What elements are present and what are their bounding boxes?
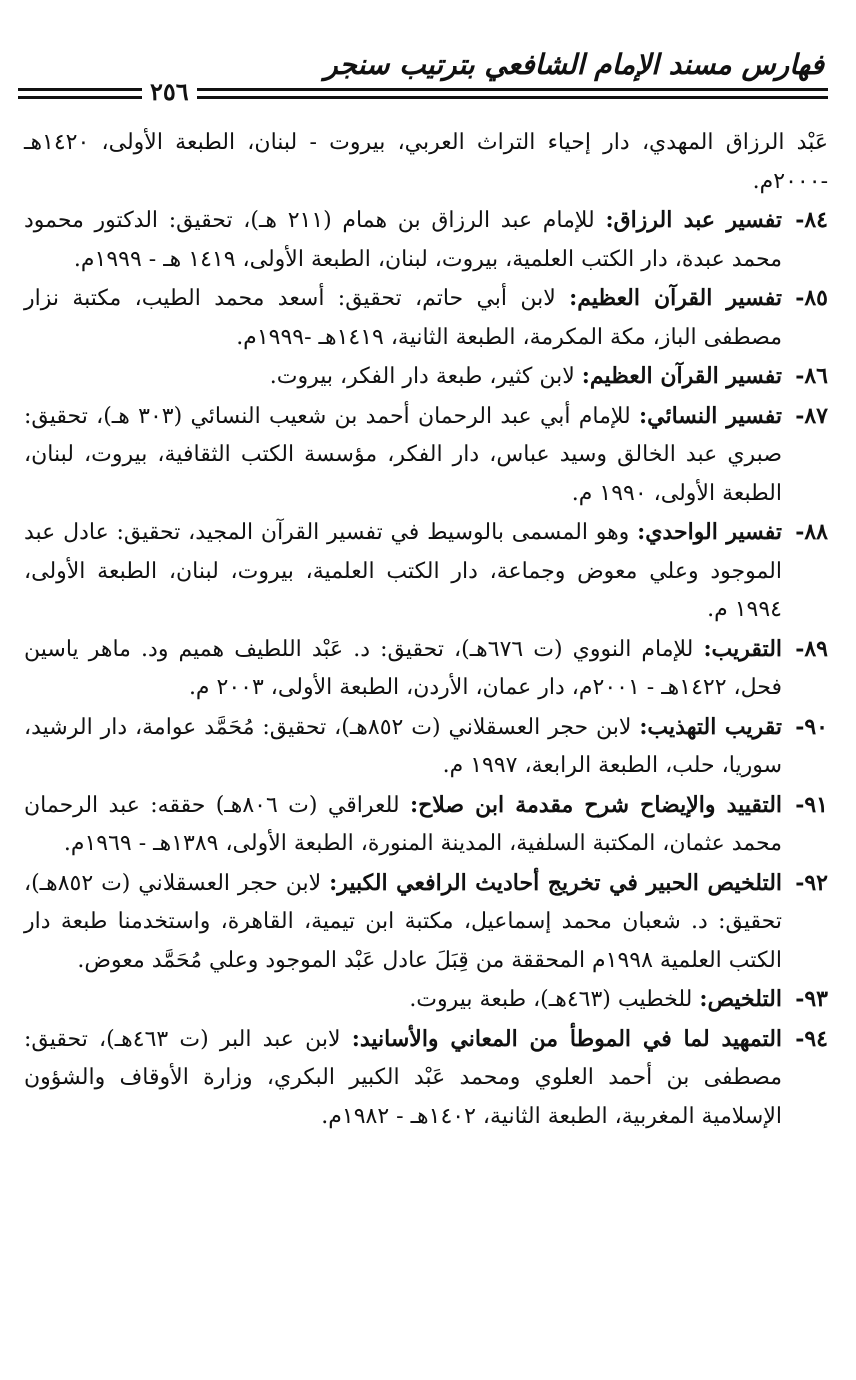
- entry-number: ٨٤-: [795, 207, 828, 233]
- entry-body: لابن حجر العسقلاني (ت ٨٥٢هـ)، تحقيق: د. شعبان محمد إسماعيل، مكتبة ابن تيمية، القاهرة، واستخدمنا طبعة دار الكتب العلمية ١٩٩٨م المحققة من قِبَلَ عادل عَبْد الموجود وعلي مُحَمَّد معوض.: [24, 870, 782, 973]
- entry-body: وهو المسمى بالوسيط في تفسير القرآن المجيد، تحقيق: عادل عبد الموجود وعلي معوض وجماعة، دار الكتب العلمية، بيروت، لبنان، الطبعة الأولى، ١٩٩٤ م.: [24, 520, 782, 622]
- bibliography-list: [24, 124, 828, 1136]
- entry-number: ٩٠-: [795, 713, 828, 740]
- bibliography-entry: [24, 201, 828, 279]
- entry-title: تفسير القرآن العظيم:: [581, 363, 782, 389]
- entry-number: ٨٥-: [795, 285, 828, 311]
- entry-title: التمهيد لما في الموطأ من المعاني والأسانيد:: [351, 1025, 783, 1052]
- entry-body: لابن عبد البر (ت ٤٦٣هـ)، تحقيق: مصطفى بن أحمد العلوي ومحمد عَبْد الكبير البكري، وزارة الأوقاف والشؤون الإسلامية المغربية، الطبعة الثانية، ١٤٠٢هـ - ١٩٨٢م.: [24, 1026, 782, 1129]
- bibliography-entry: [24, 864, 828, 981]
- entry-title: التلخيص الحبير في تخريج أحاديث الرافعي الكبير:: [329, 869, 783, 896]
- bibliography-entry: [24, 357, 828, 397]
- entry-title: تفسير القرآن العظيم:: [569, 285, 782, 311]
- entry-body: للعراقي (ت ٨٠٦هـ) حققه: عبد الرحمان محمد عثمان، المكتبة السلفية، المدينة المنورة، الطبعة الأولى، ١٣٨٩هـ - ١٩٦٩م.: [24, 792, 782, 856]
- bibliography-entry: [24, 397, 828, 514]
- entry-body: لابن كثير، طبعة دار الفكر، بيروت.: [269, 364, 575, 389]
- continued-entry-text: عَبْد الرزاق المهدي، دار إحياء التراث العربي، بيروت - لبنان، الطبعة الأولى، ١٤٢٠هـ -٢٠٠٠م.: [24, 130, 828, 194]
- entry-body: لابن حجر العسقلاني (ت ٨٥٢هـ)، تحقيق: مُحَمَّد عوامة، دار الرشيد، سوريا، حلب، الطبعة الرابعة، ١٩٩٧ م.: [24, 714, 782, 778]
- entry-number: ٨٦-: [795, 363, 828, 389]
- page-number: ٢٥٦: [142, 78, 197, 106]
- entry-number: ٨٩-: [795, 635, 828, 662]
- bibliography-entry: [24, 708, 828, 786]
- entry-body: للإمام النووي (ت ٦٧٦هـ)، تحقيق: د. عَبْد اللطيف هميم ود. ماهر ياسين فحل، ١٤٢٢هـ - ٢٠٠١م، دار عمان، الأردن، الطبعة الأولى، ٢٠٠٣ م.: [24, 636, 782, 700]
- bibliography-entry: [24, 513, 828, 630]
- entry-body: لابن أبي حاتم، تحقيق: أسعد محمد الطيب، مكتبة نزار مصطفى الباز، مكة المكرمة، الطبعة الثانية، ١٤١٩هـ -١٩٩٩م.: [24, 286, 782, 350]
- entry-title: التلخيص:: [699, 986, 782, 1012]
- bibliography-entry: [24, 630, 828, 708]
- entry-number: ٨٨-: [795, 519, 828, 545]
- entry-title: تفسير النسائي:: [639, 402, 782, 429]
- entry-number: ٩٢-: [795, 869, 828, 896]
- bibliography-entry: [24, 1020, 828, 1137]
- entry-body: للإمام أبي عبد الرحمان أحمد بن شعيب النسائي (٣٠٣ هـ)، تحقيق: صبري عبد الخالق وسيد عباس، دار الفكر، مؤسسة الكتب الثقافية، بيروت، لبنان، الطبعة الأولى، ١٩٩٠ م.: [24, 403, 782, 506]
- entry-number: ٨٧-: [795, 402, 828, 429]
- entry-body: للإمام عبد الرزاق بن همام (٢١١ هـ)، تحقيق: الدكتور محمود محمد عبدة، دار الكتب العلمية، بيروت، لبنان، الطبعة الأولى، ١٤١٩ هـ - ١٩٩٩م.: [24, 208, 782, 272]
- entry-title: تقريب التهذيب:: [639, 713, 782, 740]
- entry-title: التقريب:: [703, 635, 783, 662]
- bibliography-entry: [24, 980, 828, 1020]
- entry-title: تفسير عبد الرزاق:: [605, 207, 783, 233]
- entry-title: التقييد والإيضاح شرح مقدمة ابن صلاح:: [409, 791, 783, 818]
- header-rule-top: [18, 88, 828, 91]
- entry-body: للخطيب (٤٦٣هـ)، طبعة بيروت.: [409, 987, 693, 1012]
- bibliography-entry: [24, 279, 828, 357]
- entry-number: ٩١-: [795, 791, 828, 818]
- entry-number: ٩٤-: [795, 1025, 828, 1052]
- bibliography-entry: [24, 786, 828, 864]
- entry-number: ٩٣-: [795, 986, 828, 1012]
- entry-title: تفسير الواحدي:: [637, 519, 782, 545]
- header-title: فهارس مسند الإمام الشافعي بترتيب سنجر: [324, 48, 824, 81]
- running-header: [18, 48, 828, 108]
- header-rule-bottom: [18, 96, 828, 99]
